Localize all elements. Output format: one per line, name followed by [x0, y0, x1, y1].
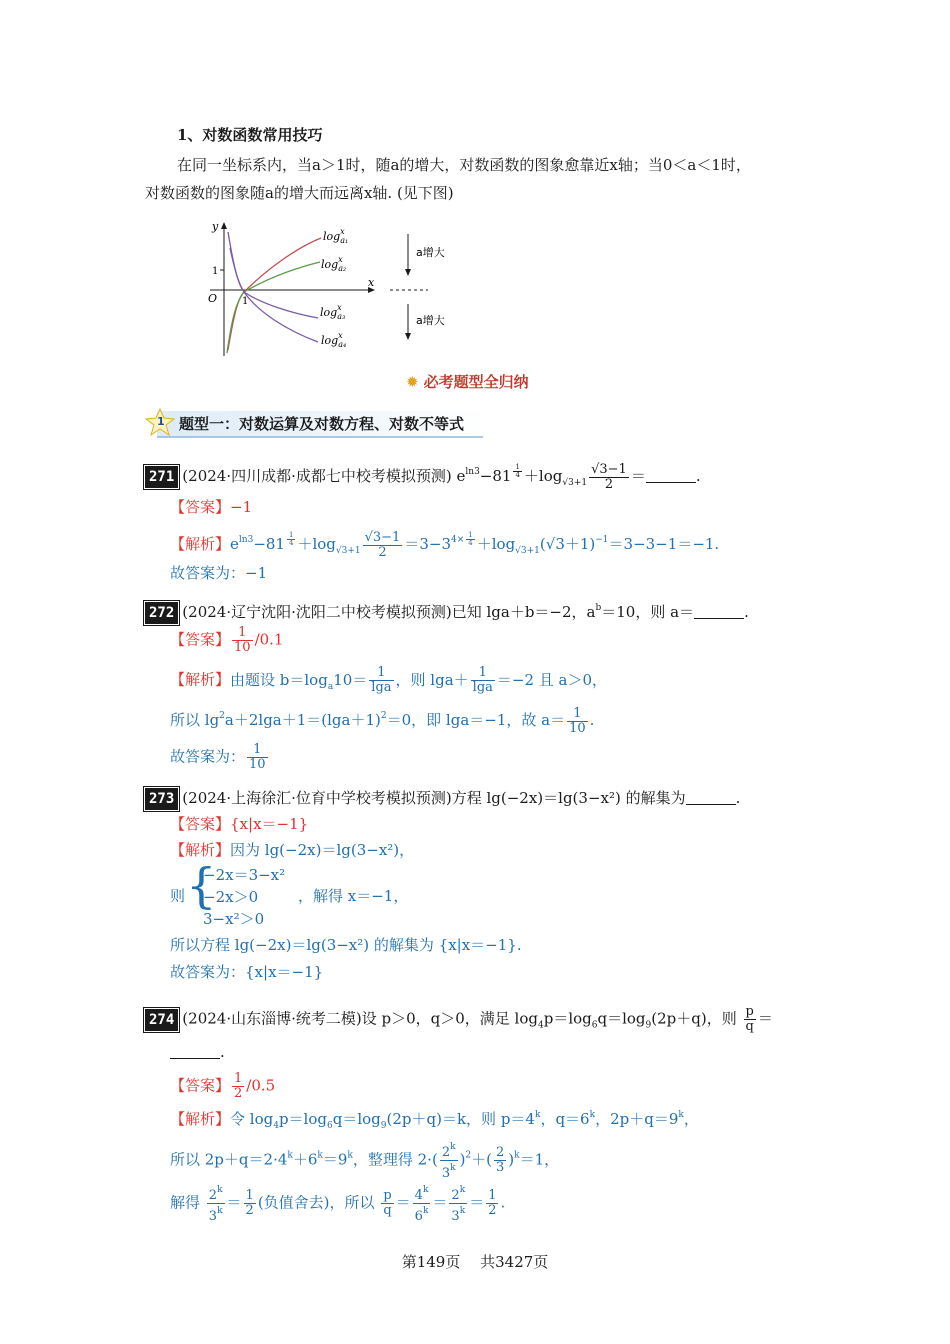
- answer-blank: [694, 604, 744, 619]
- system-eq-3: 3−x²＞0: [203, 910, 265, 928]
- banner: [406, 371, 529, 392]
- answer-273: 【答案】{x|x＝−1}: [170, 815, 309, 833]
- section-badge: 1: [157, 415, 165, 428]
- problem-273: 273 (2024·上海徐汇·位育中学校考模拟预测)方程 lg(−2x)＝lg(3−x²) 的解集为 .: [145, 788, 740, 810]
- system-eq-1: −2x＝3−x²: [203, 866, 286, 884]
- banner-title: 必考题型全归纳: [423, 374, 529, 391]
- tick-x-one: 1: [242, 296, 249, 307]
- answer-271: 【答案】−1: [170, 498, 253, 516]
- problem-formula: $e^{ln3}-81$ $^{\frac{1}{4}}$ $+\log_{√3+1}$ $\frac{√3-1}{2}$ ＝: [456, 461, 646, 492]
- system-eq-2: −2x＞0: [203, 888, 259, 906]
- curve-label-a2: $\log_{a_2}x$: [321, 255, 347, 273]
- intro-line-1: 在同一坐标系内，当a＞1时，随a的增大，对数函数的图象愈靠近x轴；当0＜a＜1时，: [177, 156, 751, 174]
- curve-a4: [228, 232, 318, 342]
- system-brace: {: [186, 858, 217, 914]
- analysis-272-line2: 所以 $\lg^2a+2\lg a+1=(\lg a+1)^2=0$，即 lga＝−1，故 a＝ $\frac{1}{10}$ .: [170, 705, 595, 736]
- analysis-273-solve: ，解得 x＝−1，: [298, 887, 409, 905]
- analysis-271: 【解析】$e^{ln3}-81$ $^{\frac{1}{4}}$ $+\log_{√3+1}$ $\frac{√3-1}{2}$ $=3-3^{4\times \frac{1}{4}}$ $+\log_{√3+1}(√3+1)^{-1}=3-3-1=-1$.: [170, 529, 720, 560]
- problem-number: 273: [145, 788, 178, 810]
- axes: [210, 226, 371, 356]
- answer-blank: [170, 1044, 220, 1059]
- analysis-272-line1: 【解析】由题设 $b=\log_a10=$ $\frac{1}{\lg a}$ ，则 lga＋ $\frac{1}{\lg a}$ ＝−2 且 a＞0，: [170, 665, 608, 695]
- tick-y-one: 1: [212, 266, 219, 277]
- arrow-bottom: [405, 304, 411, 340]
- curve-a2: [227, 262, 320, 353]
- answer-blank: [686, 790, 736, 805]
- analysis-273-line3: 所以方程 lg(−2x)＝lg(3−x²) 的解集为 {x|x＝−1}.: [170, 936, 522, 954]
- analysis-273-line1: 【解析】因为 lg(−2x)＝lg(3−x²)，: [170, 841, 415, 859]
- log-function-figure: [196, 218, 466, 360]
- intro-line-2: 对数函数的图象随a的增大而远离x轴. (见下图): [145, 184, 454, 202]
- arrow-top: [405, 234, 411, 276]
- problem-272: 272 (2024·辽宁沈阳·沈阳二中校考模拟预测)已知 lga＋b＝−2，$a^b=10$，则 a＝ .: [145, 598, 749, 624]
- curve-label-a4: $\log_{a_4}x$: [321, 331, 347, 349]
- arrow-top-label: a增大: [416, 246, 445, 259]
- y-axis-label: y: [212, 220, 219, 233]
- analysis-274-line2: 所以 $2p+q=2\cdot 4^k+6^k=9^k$，整理得 2·( $\frac{2^k}{3^k}$ )$^2$＋( $\frac{2}{3}$ )$^k$＝1，: [170, 1142, 560, 1181]
- problem-number: 274: [145, 1009, 178, 1031]
- curve-label-a3: $\log_{a_3}x$: [320, 303, 346, 321]
- final-271: 故答案为：−1: [170, 564, 268, 582]
- section-header: [143, 407, 487, 439]
- problem-number: 271: [145, 466, 178, 488]
- analysis-273-then: 则: [170, 887, 186, 905]
- curve-label-a1: $\log_{a_1}x$: [323, 227, 349, 245]
- subsection-heading: 1、对数函数常用技巧: [177, 126, 323, 144]
- final-272: 故答案为： $\frac{1}{10}$: [170, 742, 266, 772]
- sun-icon: ✹: [406, 373, 419, 391]
- x-axis-label: x: [368, 276, 375, 289]
- origin-label: O: [208, 292, 218, 305]
- problem-274: 274 (2024·山东淄博·统考二模)设 p＞0，q＞0，满足 $\log_4p=\log_6q=\log_9(2p+q)$，则 $\frac{p}{q}$ ＝: [145, 1005, 773, 1036]
- answer-272: 【答案】 $\frac{1}{10}$ /0.1: [170, 625, 284, 655]
- final-273: 故答案为：{x|x＝−1}: [170, 963, 324, 981]
- answer-274: 【答案】 $\frac{1}{2}$ /0.5: [170, 1071, 276, 1101]
- analysis-274-line1: 【解析】令 $\log_4p=\log_6q=\log_9(2p+q)=k$，则 $p=4^k$，$q=6^k$，$2p+q=9^k$，: [170, 1110, 699, 1131]
- analysis-274-line3: 解得 $\frac{2^k}{3^k}$ ＝ $\frac{1}{2}$ (负值舍去)，所以 $\frac{p}{q}$ ＝ $\frac{4^k}{6^k}$ ＝ $\frac{2^k}{3^k}$ ＝ $\frac{1}{2}$ .: [170, 1185, 506, 1224]
- problem-source: (2024·四川成都·成都七中校考模拟预测): [182, 467, 452, 485]
- problem-271: 271 (2024·四川成都·成都七中校考模拟预测) $e^{ln3}-81$ $^{\frac{1}{4}}$ $+\log_{√3+1}$ $\frac{√3-1}{2}$ ＝ .: [145, 462, 701, 493]
- section-title: 题型一：对数运算及对数方程、对数不等式: [179, 415, 465, 433]
- problem-number: 272: [145, 602, 178, 624]
- page-footer: 第149页 共3427页: [401, 1253, 549, 1271]
- curve-a3: [230, 248, 318, 318]
- arrow-bottom-label: a增大: [416, 314, 445, 327]
- answer-blank: [646, 468, 696, 483]
- problem-274-blank-line: .: [170, 1042, 225, 1062]
